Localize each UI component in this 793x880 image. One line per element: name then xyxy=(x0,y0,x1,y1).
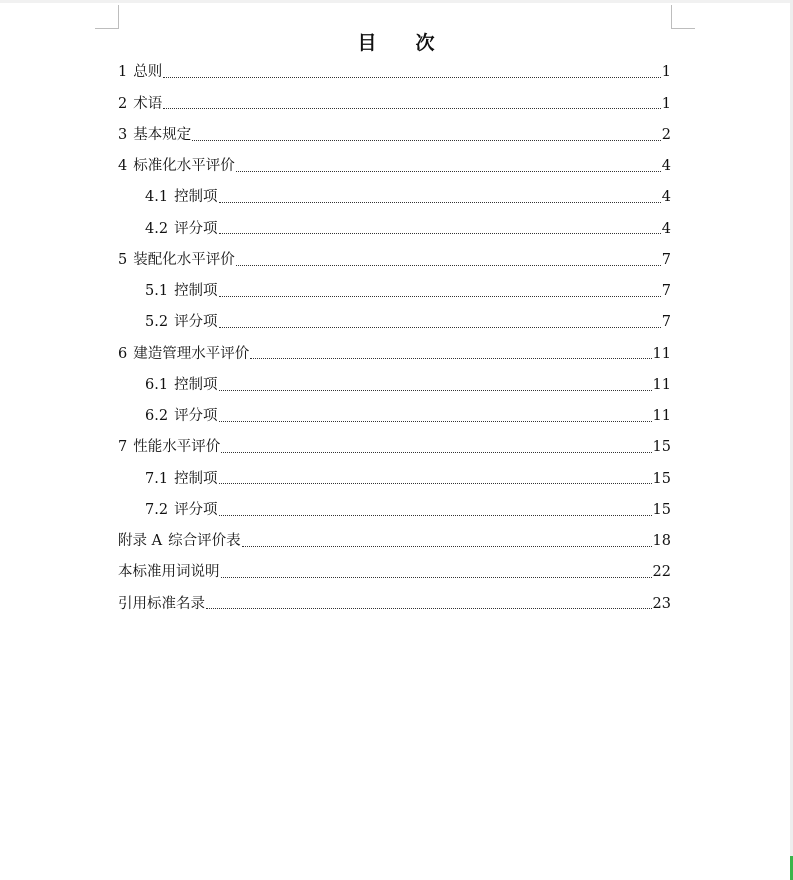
toc-entry-number: 7.1 xyxy=(145,470,169,487)
toc-dot-leader xyxy=(242,546,652,547)
toc-entry-label: 控制项 xyxy=(174,376,218,393)
toc-entry[interactable] xyxy=(118,526,671,557)
toc-entry-number: 附录 A xyxy=(118,533,163,550)
toc-entry-page-number: 15 xyxy=(652,439,671,456)
toc-entry-number: 4.2 xyxy=(145,220,169,237)
toc-entry-page-number: 4 xyxy=(661,189,671,206)
toc-entry[interactable] xyxy=(118,495,671,526)
toc-dot-leader xyxy=(219,202,661,203)
toc-entry-page-number: 4 xyxy=(661,220,671,237)
toc-dot-leader xyxy=(163,77,661,78)
toc-dot-leader xyxy=(219,515,652,516)
toc-dot-leader xyxy=(219,390,652,391)
toc-entry[interactable] xyxy=(118,276,671,307)
toc-entry-label: 控制项 xyxy=(174,189,218,206)
toc-entry[interactable] xyxy=(118,588,671,619)
toc-entry-page-number: 7 xyxy=(661,283,671,300)
toc-entry[interactable] xyxy=(118,338,671,369)
toc-dot-leader xyxy=(219,421,652,422)
toc-entry-page-number: 7 xyxy=(661,314,671,331)
toc-entry-label: 总则 xyxy=(133,64,163,81)
toc-entry[interactable] xyxy=(118,88,671,119)
toc-entry-label: 控制项 xyxy=(174,470,218,487)
toc-dot-leader xyxy=(219,483,652,484)
toc-entry[interactable] xyxy=(118,307,671,338)
toc-entry-page-number: 11 xyxy=(652,408,671,425)
toc-dot-leader xyxy=(192,140,661,141)
table-of-contents xyxy=(118,57,671,620)
toc-entry-page-number: 2 xyxy=(661,126,671,143)
toc-entry[interactable] xyxy=(118,213,671,244)
toc-entry-label: 引用标准名录 xyxy=(118,595,205,612)
toc-entry[interactable] xyxy=(118,182,671,213)
toc-dot-leader xyxy=(221,452,651,453)
toc-entry-label: 术语 xyxy=(133,95,163,112)
toc-entry-number: 2 xyxy=(118,95,128,112)
toc-entry-number: 7.2 xyxy=(145,501,169,518)
toc-entry-label: 装配化水平评价 xyxy=(133,251,235,268)
toc-entry-number: 6.1 xyxy=(145,376,169,393)
toc-title-char-1: 目 xyxy=(357,32,378,54)
toc-entry-page-number: 15 xyxy=(652,501,671,518)
toc-entry-label: 建造管理水平评价 xyxy=(133,345,250,362)
toc-entry[interactable] xyxy=(118,463,671,494)
toc-dot-leader xyxy=(219,233,661,234)
toc-entry-page-number: 4 xyxy=(661,158,671,175)
toc-entry[interactable] xyxy=(118,245,671,276)
toc-entry-label: 基本规定 xyxy=(133,126,192,143)
toc-entry-number: 5 xyxy=(118,251,128,268)
toc-entry-number: 1 xyxy=(118,64,128,81)
toc-entry-label: 评分项 xyxy=(174,408,218,425)
crop-mark-top-left xyxy=(95,5,119,29)
toc-dot-leader xyxy=(206,608,652,609)
toc-entry-number: 3 xyxy=(118,126,128,143)
toc-entry-label: 性能水平评价 xyxy=(133,439,221,456)
page-top-edge xyxy=(0,0,793,3)
toc-entry[interactable] xyxy=(118,432,671,463)
toc-entry-number: 6.2 xyxy=(145,408,169,425)
toc-dot-leader xyxy=(221,577,652,578)
toc-entry[interactable] xyxy=(118,151,671,182)
toc-entry-number: 4.1 xyxy=(145,189,169,206)
toc-entry-page-number: 1 xyxy=(661,95,671,112)
toc-entry-number: 6 xyxy=(118,345,128,362)
toc-entry[interactable] xyxy=(118,401,671,432)
toc-entry-label: 评分项 xyxy=(174,501,218,518)
toc-entry[interactable] xyxy=(118,370,671,401)
toc-title-char-2: 次 xyxy=(415,32,436,54)
toc-entry-label: 评分项 xyxy=(174,220,218,237)
toc-dot-leader xyxy=(219,327,661,328)
toc-entry-page-number: 23 xyxy=(652,595,671,612)
toc-entry-number: 7 xyxy=(118,439,128,456)
toc-entry-label: 标准化水平评价 xyxy=(133,158,235,175)
toc-entry-label: 评分项 xyxy=(174,314,218,331)
toc-entry-page-number: 18 xyxy=(652,533,671,550)
toc-entry[interactable] xyxy=(118,120,671,151)
toc-dot-leader xyxy=(250,358,651,359)
toc-entry-page-number: 15 xyxy=(652,470,671,487)
toc-entry-number: 4 xyxy=(118,158,128,175)
toc-entry-page-number: 22 xyxy=(652,564,671,581)
crop-mark-top-right xyxy=(671,5,695,29)
toc-entry-label: 综合评价表 xyxy=(168,533,241,550)
toc-dot-leader xyxy=(163,108,661,109)
toc-entry-page-number: 7 xyxy=(661,251,671,268)
toc-entry[interactable] xyxy=(118,557,671,588)
toc-entry-label: 本标准用词说明 xyxy=(118,564,220,581)
toc-title xyxy=(0,28,793,55)
toc-dot-leader xyxy=(236,171,661,172)
toc-entry-page-number: 11 xyxy=(652,345,671,362)
toc-dot-leader xyxy=(219,296,661,297)
toc-entry-label: 控制项 xyxy=(174,283,218,300)
toc-entry-page-number: 1 xyxy=(661,64,671,81)
toc-entry-number: 5.2 xyxy=(145,314,169,331)
toc-entry-page-number: 11 xyxy=(652,376,671,393)
toc-entry-number: 5.1 xyxy=(145,283,169,300)
toc-dot-leader xyxy=(236,265,661,266)
toc-entry[interactable] xyxy=(118,57,671,88)
